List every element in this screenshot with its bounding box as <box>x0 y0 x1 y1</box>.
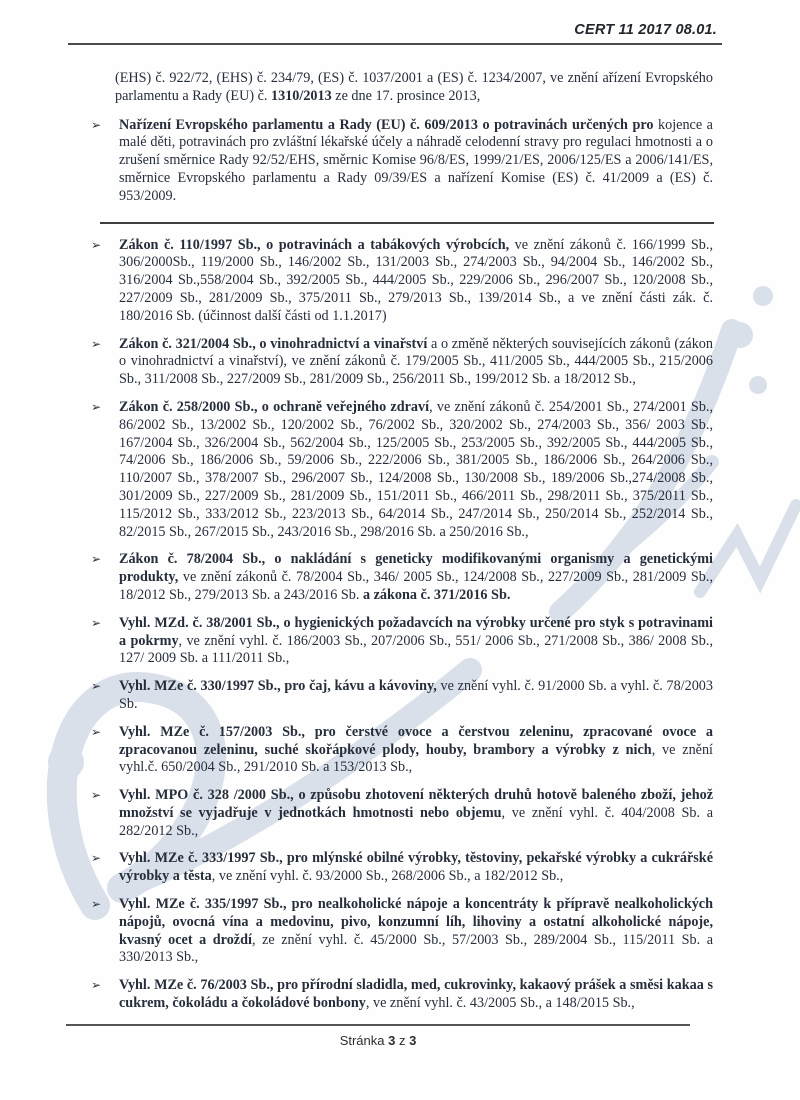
bold-text-segment: Vyhl. MPO č. 328 /2000 Sb., o způsobu zhotovení některých druhů hotově baleného zboží, jehož množství se vyjadřuje v jednotkách hmotnosti nebo objemu <box>119 787 713 821</box>
text-segment: , ve znění vyhl. č. 404/2008 Sb. a 282/2012 Sb., <box>119 804 714 839</box>
bullet-arrow-icon: ➢ <box>91 399 102 414</box>
bold-text-segment: Vyhl. MZd. č. 38/2001 Sb., o hygienických požadavcích na výrobky určené pro styk s potravinami a pokrmy <box>119 614 713 649</box>
text-segment: , ve znění vyhl.č. 650/2004 Sb., 291/2010 Sb. a 153/2013 Sb., <box>119 741 713 776</box>
section-divider-rule <box>100 222 714 224</box>
legal-reference-text <box>119 977 713 1013</box>
bullet-arrow-icon: ➢ <box>91 788 102 803</box>
bullet-arrow-icon: ➢ <box>91 336 102 351</box>
text-segment: kojence a malé děti, potravinách pro zvláštní lékařské účely a náhradě celodenní stravy pro regulaci hmotnosti a o zrušení směrnice Rady 92/52/EHS, směrnic Komise 96/8/ES, 1999/21/ES, 2006/125/ES a 2006/141/ES, směrnice Evropského parlamentu a Rady 09/39/ES a nařízení Komise (ES) č. 41/2009 a (ES) č. 953/2009. <box>119 116 713 204</box>
text-segment: , ve znění vyhl. č. 43/2005 Sb., a 148/2015 Sb., <box>365 995 635 1012</box>
bold-text-segment: Vyhl. MZe č. 330/1997 Sb., pro čaj, kávu a kávoviny, <box>119 678 437 695</box>
legal-references-list <box>0 117 800 1013</box>
text-segment: ve znění zákonů č. 166/1999 Sb., 306/2000Sb., 119/2000 Sb., 146/2002 Sb., 131/2003 Sb., 274/2003 Sb., 94/2004 Sb., 146/2002 Sb., 316/2004 Sb.,558/2004 Sb., 392/2005 Sb., 444/2005 Sb., 229/2006 Sb., 296/2007 Sb., 120/2008 Sb., 227/2009 Sb., 281/2009 Sb., 375/2011 Sb., 279/2013 Sb., 139/2014 Sb., a ve znění části zák. č. 180/2016 Sb. (účinnost další části od 1.1.2017) <box>119 236 713 324</box>
legal-reference-item <box>91 551 713 604</box>
bold-text-segment: Zákon č. 321/2004 Sb., o vinohradnictví a vinařství <box>119 335 428 352</box>
bullet-arrow-icon: ➢ <box>91 897 102 912</box>
bold-text-segment: Vyhl. MZe č. 335/1997 Sb., pro nealkoholické nápoje a koncentráty k přípravě nealkoholických nápojů, ovocná vína a medovinu, pivo, konzumní líh, lihoviny a ostatní alkoholické nápoje, kvasný ocet a droždí <box>119 896 713 948</box>
legal-reference-text <box>119 117 713 206</box>
text-segment: z <box>395 1033 410 1048</box>
bold-text-segment: Vyhl. MZe č. 157/2003 Sb., pro čerstvé ovoce a čerstvou zeleninu, zpracované ovoce a zpracovanou zeleninu, suché skořápkové plody, houby, brambory a výrobky z nich <box>119 723 713 758</box>
bold-text-segment: Nařízení Evropského parlamentu a Rady (EU) č. 609/2013 o potravinách určených pro <box>119 116 654 133</box>
bold-text-segment: Zákon č. 78/2004 Sb., o nakládání s geneticky modifikovanými organismy a genetickými produkty, <box>119 551 713 586</box>
bullet-arrow-icon: ➢ <box>91 978 102 993</box>
legal-reference-item <box>91 850 713 886</box>
header-divider-rule <box>68 43 722 45</box>
page-number-label <box>66 1033 690 1048</box>
bullet-arrow-icon: ➢ <box>91 679 102 694</box>
legal-reference-text <box>119 551 713 604</box>
legal-reference-text <box>119 678 713 714</box>
legal-reference-item <box>91 977 713 1013</box>
footer-divider-rule <box>66 1024 690 1026</box>
legal-reference-text <box>119 787 713 840</box>
legal-reference-item <box>91 236 713 326</box>
document-header-code: CERT 11 2017 08.01. <box>574 22 717 38</box>
bold-text-segment: Zákon č. 110/1997 Sb., o potravinách a tabákových výrobcích, <box>119 236 510 253</box>
text-segment: ze dne 17. prosince 2013, <box>331 87 481 104</box>
legal-reference-text <box>119 850 713 886</box>
legal-reference-text <box>119 336 713 389</box>
text-segment: Stránka <box>339 1033 389 1048</box>
bold-text-segment: Zákon č. 258/2000 Sb., o ochraně veřejného zdraví <box>119 398 430 415</box>
bold-text-segment: 3 <box>388 1033 396 1048</box>
text-segment: , ve znění vyhl. č. 93/2000 Sb., 268/2006 Sb., a 182/2012 Sb., <box>211 868 564 885</box>
bold-text-segment: a zákona č. 371/2016 Sb. <box>359 586 511 603</box>
legal-reference-item <box>91 614 713 668</box>
text-segment: (EHS) č. 922/72, (EHS) č. 234/79, (ES) č. 1037/2001 a (ES) č. 1234/2007, ve znění ařízení Evropského parlamentu a Rady (EU) č. <box>115 70 713 104</box>
legal-reference-text <box>119 237 713 326</box>
text-segment: , ze znění vyhl. č. 45/2000 Sb., 57/2003 Sb., 289/2004 Sb., 115/2011 Sb. a 330/2013 Sb., <box>119 931 713 966</box>
bold-text-segment: 3 <box>409 1033 417 1048</box>
text-segment: a o změně některých souvisejících zákonů (zákon o vinohradnictví a vinařství), ve znění zákonů č. 179/2005 Sb., 411/2005 Sb., 444/2005 Sb., 215/2006 Sb., 311/2008 Sb., 227/2009 Sb., 281/2009 Sb., 256/2011 Sb., 199/2012 Sb. a 18/2012 Sb., <box>119 335 713 388</box>
bullet-arrow-icon: ➢ <box>91 552 102 567</box>
bullet-arrow-icon: ➢ <box>91 615 102 630</box>
bold-text-segment: Vyhl. MZe č. 76/2003 Sb., pro přírodní sladidla, med, cukrovinky, kakaový prášek a směsi kakaa s cukrem, čokoládu a čokoládové bonbony <box>119 977 713 1012</box>
bullet-arrow-icon: ➢ <box>91 724 102 739</box>
text-segment: ve znění vyhl. č. 91/2000 Sb. a vyhl. č. 78/2003 Sb. <box>119 678 713 712</box>
bold-text-segment: Vyhl. MZe č. 333/1997 Sb., pro mlýnské obilné výrobky, těstoviny, pekařské výrobky a cukrářské výrobky a těsta <box>119 850 713 885</box>
legal-reference-text <box>119 399 713 541</box>
legal-reference-item <box>91 787 714 840</box>
legal-reference-item <box>91 116 713 206</box>
document-body <box>0 62 800 1016</box>
legal-reference-text <box>119 724 713 777</box>
legal-reference-item <box>91 398 714 541</box>
legal-reference-item <box>91 335 713 389</box>
text-segment: ve znění zákonů č. 78/2004 Sb., 346/ 2005 Sb., 124/2008 Sb., 227/2009 Sb., 281/2009 Sb., 18/2012 Sb., 279/2013 Sb. a 243/2016 Sb. <box>119 569 713 603</box>
legal-reference-text <box>119 615 713 668</box>
bullet-arrow-icon: ➢ <box>91 117 102 132</box>
text-segment: , ve znění zákonů č. 254/2001 Sb., 274/2001 Sb., 86/2002 Sb., 13/2002 Sb., 120/2002 Sb., 76/2002 Sb., 320/2002 Sb., 274/2003 Sb., 356/ 2003 Sb., 167/2004 Sb., 326/2004 Sb., 562/2004 Sb., 125/2005 Sb., 253/2005 Sb., 392/2005 Sb., 444/2005 Sb., 74/2006 Sb., 186/2006 Sb., 59/2006 Sb., 222/2006 Sb., 381/2005 Sb., 186/2006 Sb., 264/2006 Sb., 110/2007 Sb., 378/2007 Sb., 296/2007 Sb., 124/2008 Sb., 130/2008 Sb., 189/2006 Sb.,274/2008 Sb., 301/2009 Sb., 227/2009 Sb., 281/2009 Sb., 151/2011 Sb., 466/2011 Sb., 298/2011 Sb., 375/2011 Sb., 115/2012 Sb., 333/2012 Sb., 223/2013 Sb., 64/2014 Sb., 247/2014 Sb., 250/2014 Sb., 252/2014 Sb., 82/2015 Sb., 267/2015 Sb., 243/2016 Sb., 298/2016 Sb. a 250/2016 Sb., <box>119 398 714 540</box>
text-segment: , ve znění vyhl. č. 186/2003 Sb., 207/2006 Sb., 551/ 2006 Sb., 271/2008 Sb., 386/ 2008 Sb., 127/ 2009 Sb. a 111/2011 Sb., <box>119 632 713 667</box>
bullet-arrow-icon: ➢ <box>91 851 102 866</box>
legal-reference-text <box>119 896 713 967</box>
legal-reference-item <box>91 678 713 714</box>
bold-text-segment: 1310/2013 <box>271 87 332 104</box>
legal-reference-item <box>91 723 713 777</box>
intro-paragraph <box>115 70 713 106</box>
legal-reference-item <box>91 896 713 967</box>
bullet-arrow-icon: ➢ <box>91 237 102 252</box>
